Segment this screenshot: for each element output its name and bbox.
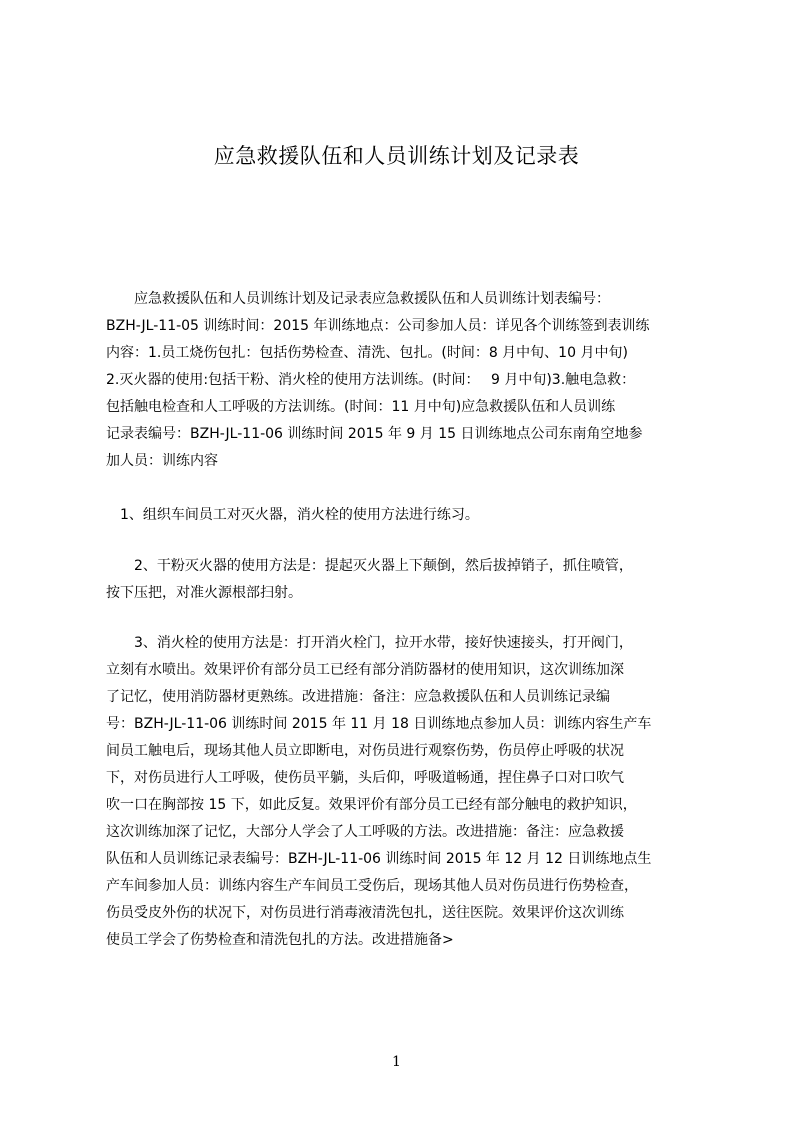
text-line: 内容：1.员工烧伤包扎：包括伤势检查、清洗、包扎。(时间：8 月中旬、10 月中旬) bbox=[106, 345, 628, 361]
text-line: 间员工触电后，现场其他人员立即断电，对伤员进行观察伤势，伤员停止呼吸的状况 bbox=[106, 743, 624, 759]
text-line: 这次训练加深了记忆，大部分人学会了人工呼吸的方法。改进措施：备注：应急救援 bbox=[106, 824, 624, 840]
text-line: BZH-JL-11-05 训练时间：2015 年训练地点：公司参加人员：详见各个训练签到表训练 bbox=[106, 318, 650, 334]
text-line: 3、消火栓的使用方法是：打开消火栓门，拉开水带，接好快速接头，打开阀门， bbox=[106, 635, 633, 651]
text-line: 2、干粉灭火器的使用方法是：提起灭火器上下颠倒，然后拔掉销子，抓住喷管， bbox=[106, 558, 633, 574]
text-line: 号：BZH-JL-11-06 训练时间 2015 年 11 月 18 日训练地点参加人员：训练内容生产车 bbox=[106, 716, 652, 732]
text-line: 加人员：训练内容 bbox=[106, 453, 218, 469]
text-line: 下，对伤员进行人工呼吸，使伤员平躺，头后仰，呼吸道畅通，捏住鼻子口对口吹气 bbox=[106, 770, 624, 786]
text-line: 包括触电检查和人工呼吸的方法训练。(时间：11 月中旬)应急救援队伍和人员训练 bbox=[106, 399, 616, 415]
text-line: 2.灭火器的使用:包括干粉、消火栓的使用方法训练。(时间： 9 月中旬)3.触电急救： bbox=[106, 372, 636, 388]
text-line: 了记忆，使用消防器材更熟练。改进措施：备注：应急救援队伍和人员训练记录编 bbox=[106, 689, 610, 705]
paragraph-item-3 bbox=[106, 630, 696, 954]
text-line: 应急救援队伍和人员训练计划及记录表应急救援队伍和人员训练计划表编号： bbox=[106, 291, 610, 307]
paragraph-item-2 bbox=[106, 553, 696, 607]
text-line: 记录表编号：BZH-JL-11-06 训练时间 2015 年 9 月 15 日训练地点公司东南角空地参 bbox=[106, 426, 643, 442]
paragraph-plan-summary bbox=[106, 286, 696, 475]
text-line: 按下压把，对准火源根部扫射。 bbox=[106, 585, 302, 601]
page-number: 1 bbox=[392, 1054, 401, 1070]
text-line: 队伍和人员训练记录表编号：BZH-JL-11-06 训练时间 2015 年 12 月 12 日训练地点生 bbox=[106, 851, 652, 867]
text-line: 立刻有水喷出。效果评价有部分员工已经有部分消防器材的使用知识，这次训练加深 bbox=[106, 662, 624, 678]
text-line: 使员工学会了伤势检查和清洗包扎的方法。改进措施备> bbox=[106, 932, 454, 948]
text-line: 伤员受皮外伤的状况下，对伤员进行消毒液清洗包扎，送往医院。效果评价这次训练 bbox=[106, 905, 624, 921]
paragraph-item-1 bbox=[106, 502, 696, 529]
text-line: 吹一口在胸部按 15 下，如此反复。效果评价有部分员工已经有部分触电的救护知识， bbox=[106, 797, 637, 813]
document-title: 应急救援队伍和人员训练计划及记录表 bbox=[213, 144, 580, 168]
text-line: 产车间参加人员：训练内容生产车间员工受伤后，现场其他人员对伤员进行伤势检查， bbox=[106, 878, 638, 894]
text-line: 1、组织车间员工对灭火器，消火栓的使用方法进行练习。 bbox=[106, 507, 479, 523]
